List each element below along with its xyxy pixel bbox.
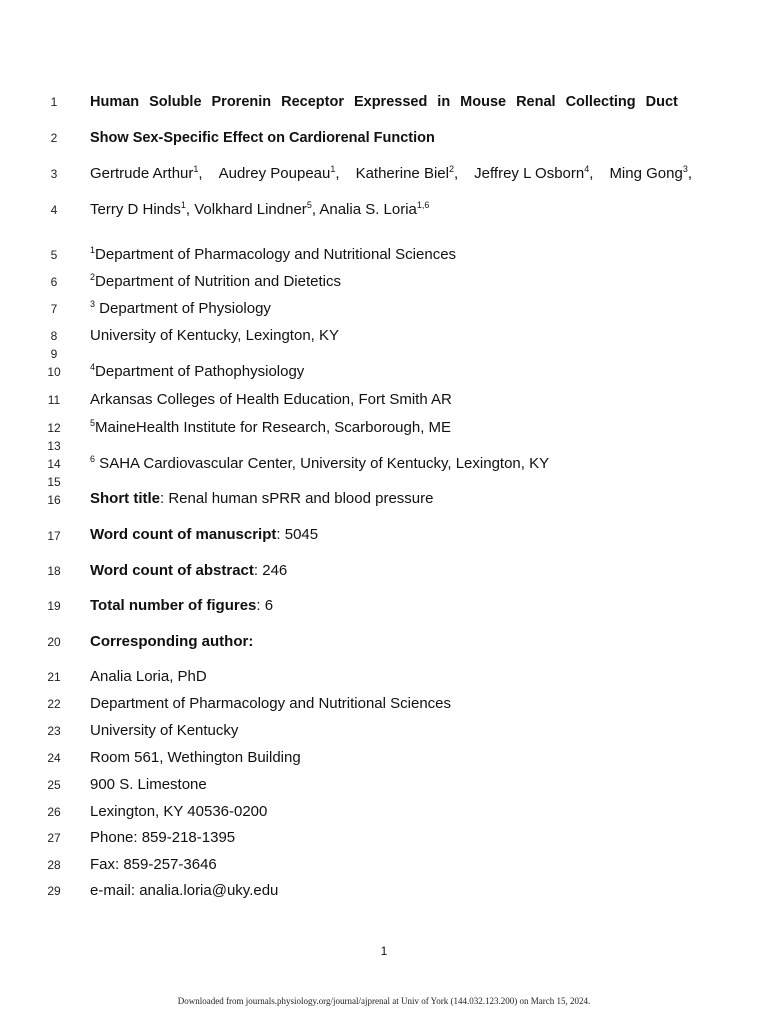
line-number: 24 xyxy=(47,751,61,765)
line-number: 5 xyxy=(50,248,58,262)
line-number: 16 xyxy=(47,493,61,507)
contact-email: e-mail: analia.loria@uky.edu xyxy=(90,882,279,899)
email-link[interactable]: analia.loria@uky.edu xyxy=(139,882,279,899)
line-number: 6 xyxy=(50,275,58,289)
figure-count: Total number of figures: 6 xyxy=(90,597,274,614)
short-title: Short title: Renal human sPRR and blood pressure xyxy=(90,490,434,507)
title-word: Expressed xyxy=(353,94,428,110)
line-number: 9 xyxy=(50,347,58,361)
author: Katherine Biel$^2$, xyxy=(355,164,459,182)
author: Terry D Hinds$^1$, xyxy=(90,200,195,218)
title-word: Mouse xyxy=(460,94,507,110)
line-number: 15 xyxy=(47,475,61,489)
line-number: 28 xyxy=(47,858,61,872)
title-word: Collecting xyxy=(565,94,636,110)
download-notice: Downloaded from journals.physiology.org/journal/ajprenal at Univ of York (144.032.123.200) on March 15, 2024. xyxy=(177,996,591,1006)
line-number: 20 xyxy=(47,635,61,649)
affiliation-4: $^4$Department of Pathophysiology xyxy=(90,362,305,380)
line-number: 23 xyxy=(47,724,61,738)
line-number: 3 xyxy=(50,167,58,181)
affiliation-college: Arkansas Colleges of Health Education, Fort Smith AR xyxy=(90,391,452,408)
affiliation-5: $^5$MaineHealth Institute for Research, Scarborough, ME xyxy=(90,418,452,436)
line-number: 4 xyxy=(50,203,58,217)
line-number: 26 xyxy=(47,805,61,819)
line-number: 7 xyxy=(50,302,58,316)
author: Volkhard Lindner$^5$, xyxy=(194,200,320,218)
contact-street: 900 S. Limestone xyxy=(90,776,207,793)
author: Audrey Poupeau$^1$, xyxy=(218,164,340,182)
author-list xyxy=(90,165,692,183)
affiliation-university: University of Kentucky, Lexington, KY xyxy=(90,327,340,344)
title-word: in xyxy=(437,94,451,110)
author: Gertrude Arthur$^1$, xyxy=(90,164,203,182)
paper-title xyxy=(90,93,678,111)
paper-title-line2: Show Sex-Specific Effect on Cardiorenal Function xyxy=(90,130,435,146)
word-count-abstract: Word count of abstract: 246 xyxy=(90,562,288,579)
line-number: 22 xyxy=(47,697,61,711)
line-number: 21 xyxy=(47,670,61,684)
line-number: 12 xyxy=(47,421,61,435)
line-number: 1 xyxy=(50,95,58,109)
contact-university: University of Kentucky xyxy=(90,722,239,739)
line-number: 29 xyxy=(47,884,61,898)
affiliation-3: $^3$ Department of Physiology xyxy=(90,299,271,317)
page-number: 1 xyxy=(380,944,388,958)
affiliation-2: $^2$Department of Nutrition and Dietetics xyxy=(90,272,341,290)
contact-room: Room 561, Wethington Building xyxy=(90,749,301,766)
title-word: Receptor xyxy=(281,94,344,110)
contact-department: Department of Pharmacology and Nutritional Sciences xyxy=(90,695,452,712)
line-number: 14 xyxy=(47,457,61,471)
title-word: Duct xyxy=(645,94,678,110)
contact-fax: Fax: 859-257-3646 xyxy=(90,856,217,873)
line-number: 13 xyxy=(47,439,61,453)
line-number: 17 xyxy=(47,529,61,543)
line-number: 2 xyxy=(50,131,58,145)
title-word: Human xyxy=(90,94,140,110)
contact-phone: Phone: 859-218-1395 xyxy=(90,829,236,846)
author: Analia S. Loria$^{1,6}$ xyxy=(319,200,430,218)
line-number: 10 xyxy=(47,365,61,379)
line-number: 11 xyxy=(47,393,61,407)
line-number: 8 xyxy=(50,329,58,343)
contact-name: Analia Loria, PhD xyxy=(90,668,207,685)
line-number: 19 xyxy=(47,599,61,613)
title-word: Renal xyxy=(516,94,556,110)
author-list-line2 xyxy=(90,201,680,219)
contact-city: Lexington, KY 40536-0200 xyxy=(90,803,268,820)
line-number: 18 xyxy=(47,564,61,578)
author: Ming Gong$^3$, xyxy=(609,164,692,182)
title-word: Prorenin xyxy=(211,94,272,110)
line-number: 27 xyxy=(47,831,61,845)
line-number: 25 xyxy=(47,778,61,792)
corresponding-author-heading: Corresponding author: xyxy=(90,633,254,650)
affiliation-6: $^6$ SAHA Cardiovascular Center, University of Kentucky, Lexington, KY xyxy=(90,454,550,472)
title-word: Soluble xyxy=(149,94,202,110)
affiliation-1: $^1$Department of Pharmacology and Nutritional Sciences xyxy=(90,245,457,263)
word-count-manuscript: Word count of manuscript: 5045 xyxy=(90,526,319,543)
author: Jeffrey L Osborn$^4$, xyxy=(474,164,594,182)
